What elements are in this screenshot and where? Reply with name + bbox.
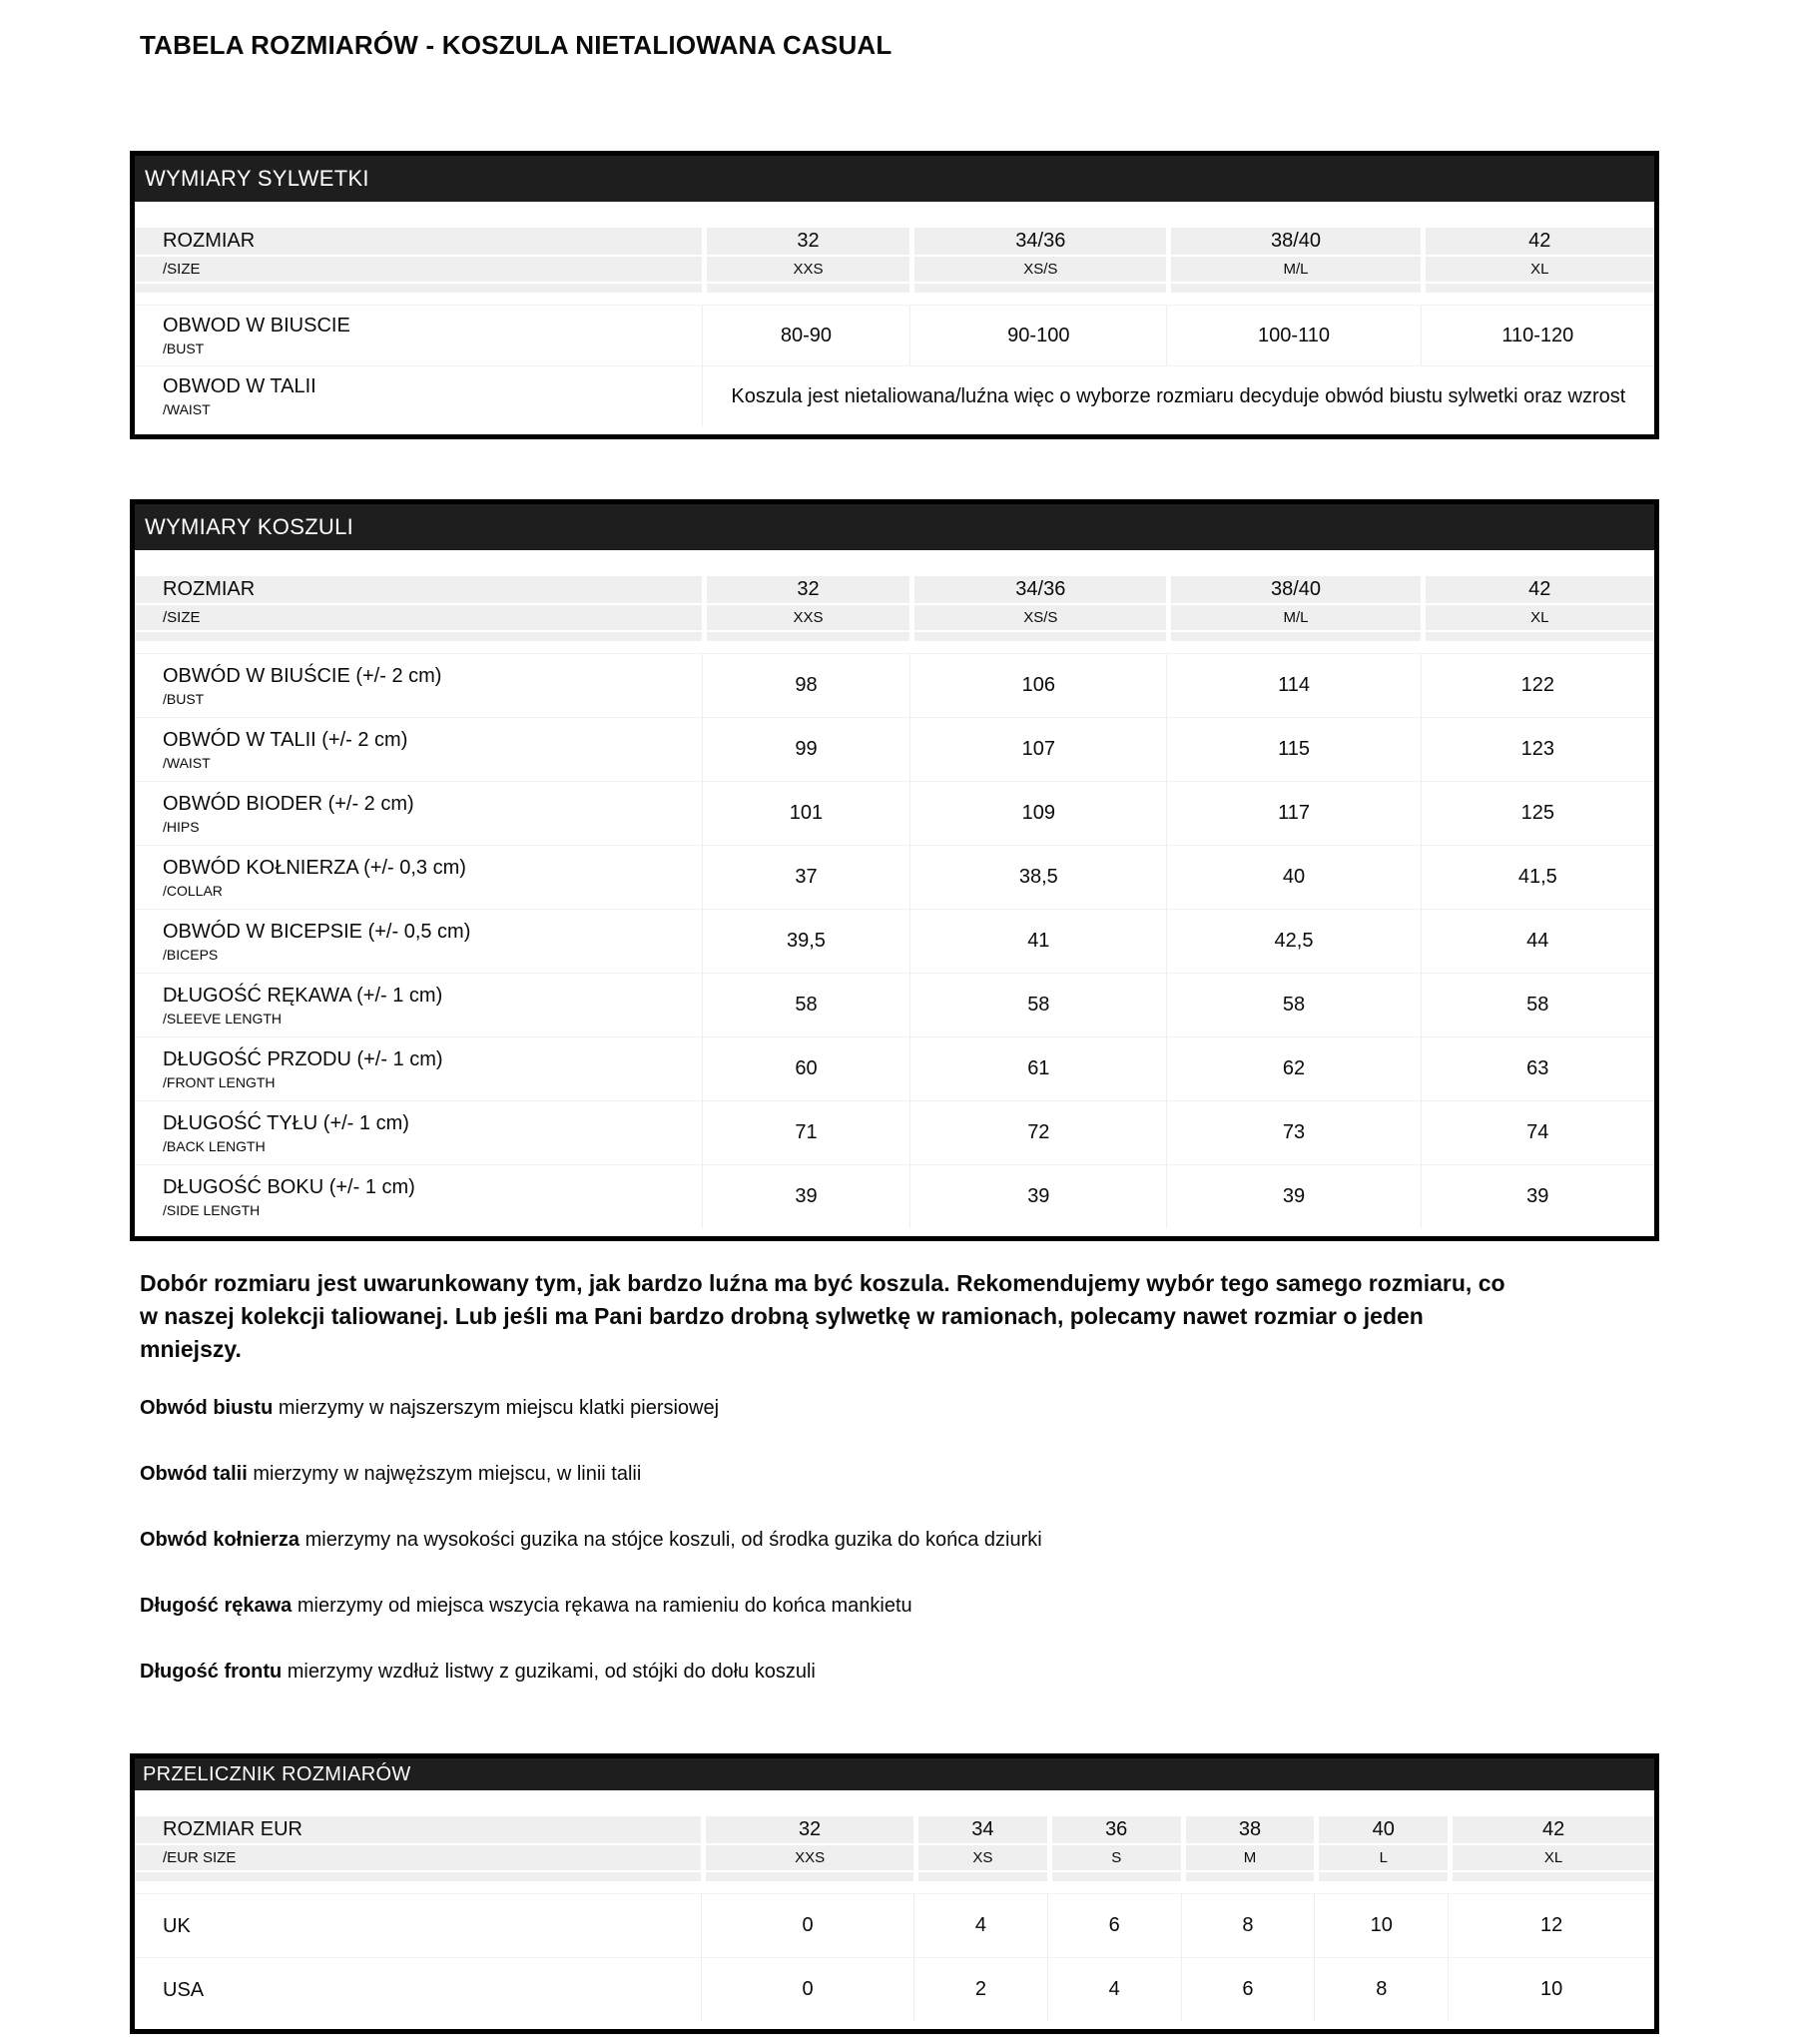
measuring-note: [140, 1660, 1587, 1684]
size-letter-cell: XS: [913, 1845, 1047, 1872]
strip-cell: [1047, 1872, 1181, 1881]
table-row: [135, 1164, 1654, 1228]
row-label-cell: [135, 305, 702, 365]
table-row: [135, 1036, 1654, 1100]
spacer-cell: [135, 1790, 1654, 1816]
spacer-cell: [135, 550, 1654, 576]
size-header-label: ROZMIAR EUR: [135, 1816, 701, 1845]
row-label-cell: [135, 781, 702, 845]
size-letter-cell: L: [1314, 1845, 1448, 1872]
cell-value: 80-90: [702, 305, 910, 365]
size-cell: 34/36: [909, 228, 1166, 257]
size-table: [135, 202, 1654, 434]
spacer-cell: [135, 202, 1654, 228]
cell-value: 114: [1166, 653, 1420, 717]
table-row: [135, 653, 1654, 717]
table-row: [135, 717, 1654, 781]
spacer-cell: [135, 641, 1654, 653]
cell-value: 39: [1421, 1164, 1654, 1228]
strip-cell: [135, 284, 702, 293]
cell-value: 4: [1047, 1957, 1181, 2021]
row-sublabel: /BICEPS: [163, 946, 219, 963]
row-label-cell: [135, 653, 702, 717]
cell-value: 4: [913, 1893, 1047, 1957]
cell-value: 12: [1448, 1893, 1654, 1957]
spacer-cell: [135, 1881, 1654, 1893]
size-header-strip: [135, 284, 1654, 293]
cell-value: 58: [1421, 973, 1654, 1036]
row-label: DŁUGOŚĆ PRZODU (+/- 1 cm): [163, 1047, 443, 1070]
size-cell: 42: [1421, 228, 1654, 257]
size-letter-cell: XS/S: [909, 257, 1166, 284]
row-label-cell: [135, 845, 702, 909]
size-header-label: ROZMIAR: [135, 228, 702, 257]
note-term: Obwód biustu: [140, 1397, 274, 1419]
strip-cell: [702, 632, 910, 641]
spacer-row: [135, 550, 1654, 576]
spacer-cell: [135, 2021, 1654, 2029]
spacer-cell: [135, 426, 1654, 434]
size-table-koszula: [130, 499, 1659, 1241]
cell-value: 42,5: [1166, 909, 1420, 973]
cell-value: 10: [1448, 1957, 1654, 2021]
size-header-sublabel: /SIZE: [135, 257, 702, 284]
cell-value: 58: [702, 973, 910, 1036]
strip-cell: [1314, 1872, 1448, 1881]
size-header-label: ROZMIAR: [135, 576, 702, 605]
row-label: DŁUGOŚĆ TYŁU (+/- 1 cm): [163, 1111, 409, 1134]
size-letter-cell: XXS: [702, 605, 910, 632]
row-label: OBWOD W BIUSCIE: [163, 315, 350, 337]
note-term: Obwód kołnierza: [140, 1529, 300, 1551]
measuring-note: [140, 1396, 1587, 1420]
measuring-note: [140, 1462, 1587, 1486]
cell-value: 62: [1166, 1036, 1420, 1100]
cell-value: 37: [702, 845, 910, 909]
spacer-cell: [135, 293, 1654, 305]
cell-value: 117: [1166, 781, 1420, 845]
strip-cell: [913, 1872, 1047, 1881]
cell-value: 38,5: [909, 845, 1166, 909]
row-label-cell: [135, 1957, 701, 2021]
cell-value: 39: [1166, 1164, 1420, 1228]
size-letter-cell: M/L: [1166, 257, 1420, 284]
cell-value: 44: [1421, 909, 1654, 973]
cell-value: 2: [913, 1957, 1047, 2021]
row-label-cell: [135, 973, 702, 1036]
size-letter-cell: S: [1047, 1845, 1181, 1872]
row-sublabel: /COLLAR: [163, 882, 223, 899]
size-header-row: [135, 228, 1654, 257]
row-sublabel: /FRONT LENGTH: [163, 1073, 276, 1090]
strip-cell: [1166, 284, 1420, 293]
row-sublabel: /WAIST: [163, 754, 211, 771]
row-note: Koszula jest nietaliowana/luźna więc o wyborze rozmiaru decyduje obwód biustu sylwetki oraz wzrost: [702, 365, 1654, 426]
note-description: mierzymy wzdłuż listwy z guzikami, od stójki do dołu koszuli: [282, 1661, 816, 1683]
size-subheader-row: [135, 605, 1654, 632]
spacer-cell: [135, 1228, 1654, 1236]
size-cell: 32: [702, 576, 910, 605]
size-letter-cell: XL: [1421, 257, 1654, 284]
size-cell: 36: [1047, 1816, 1181, 1845]
row-label-cell: [135, 717, 702, 781]
cell-value: 90-100: [909, 305, 1166, 365]
row-label: OBWÓD W BIUŚCIE (+/- 2 cm): [163, 664, 442, 687]
row-label-cell: [135, 365, 702, 426]
cell-value: 107: [909, 717, 1166, 781]
size-letter-cell: XXS: [702, 257, 910, 284]
spacer-row: [135, 202, 1654, 228]
spacer-row: [135, 293, 1654, 305]
cell-value: 110-120: [1421, 305, 1654, 365]
cell-value: 58: [1166, 973, 1420, 1036]
cell-value: 60: [702, 1036, 910, 1100]
cell-value: 8: [1314, 1957, 1448, 2021]
row-label: DŁUGOŚĆ BOKU (+/- 1 cm): [163, 1175, 415, 1198]
cell-value: 125: [1421, 781, 1654, 845]
strip-cell: [1166, 632, 1420, 641]
note-description: mierzymy w najszerszym miejscu klatki piersiowej: [273, 1397, 720, 1419]
size-header-sublabel: /SIZE: [135, 605, 702, 632]
strip-cell: [1448, 1872, 1654, 1881]
row-label: OBWÓD BIODER (+/- 2 cm): [163, 792, 414, 815]
size-header-row: [135, 1816, 1654, 1845]
table-row: [135, 1100, 1654, 1164]
strip-cell: [135, 1872, 701, 1881]
row-label-cell: [135, 1100, 702, 1164]
cell-value: 122: [1421, 653, 1654, 717]
size-cell: 38/40: [1166, 228, 1420, 257]
row-sublabel: /HIPS: [163, 818, 200, 835]
page-title: TABELA ROZMIARÓW - KOSZULA NIETALIOWANA CASUAL: [140, 30, 893, 60]
cell-value: 115: [1166, 717, 1420, 781]
cell-value: 98: [702, 653, 910, 717]
size-cell: 42: [1448, 1816, 1654, 1845]
table-header-bar: WYMIARY KOSZULI: [135, 504, 1654, 550]
note-description: mierzymy na wysokości guzika na stójce koszuli, od środka guzika do końca dziurki: [299, 1529, 1042, 1551]
size-table: [135, 1790, 1654, 2029]
row-label-cell: [135, 909, 702, 973]
table-row: [135, 909, 1654, 973]
size-header-strip: [135, 1872, 1654, 1881]
size-table-przelicznik: [130, 1753, 1659, 2034]
cell-value: 71: [702, 1100, 910, 1164]
row-sublabel: /BUST: [163, 341, 205, 356]
note-description: mierzymy od miejsca wszycia rękawa na ramieniu do końca mankietu: [292, 1595, 912, 1617]
measuring-note: [140, 1594, 1587, 1618]
row-label: OBWÓD W TALII (+/- 2 cm): [163, 728, 408, 751]
cell-value: 6: [1047, 1893, 1181, 1957]
size-header-row: [135, 576, 1654, 605]
note-description: mierzymy w najwęższym miejscu, w linii talii: [247, 1463, 642, 1485]
cell-value: 39: [909, 1164, 1166, 1228]
size-letter-cell: XS/S: [909, 605, 1166, 632]
spacer-row: [135, 2021, 1654, 2029]
spacer-row: [135, 1881, 1654, 1893]
size-cell: 32: [701, 1816, 913, 1845]
table-row: [135, 845, 1654, 909]
cell-value: 123: [1421, 717, 1654, 781]
table-row: [135, 781, 1654, 845]
cell-value: 109: [909, 781, 1166, 845]
row-label-cell: [135, 1893, 701, 1957]
strip-cell: [135, 632, 702, 641]
cell-value: 39,5: [702, 909, 910, 973]
table-header-bar: WYMIARY SYLWETKI: [135, 156, 1654, 202]
cell-value: 101: [702, 781, 910, 845]
table-row: [135, 305, 1654, 365]
cell-value: 8: [1181, 1893, 1315, 1957]
size-letter-cell: M/L: [1166, 605, 1420, 632]
strip-cell: [909, 284, 1166, 293]
row-label: OBWÓD KOŁNIERZA (+/- 0,3 cm): [163, 856, 466, 879]
strip-cell: [701, 1872, 913, 1881]
size-cell: 42: [1421, 576, 1654, 605]
table-row: [135, 1957, 1654, 2021]
size-letter-cell: XXS: [701, 1845, 913, 1872]
row-label: OBWOD W TALII: [163, 375, 316, 397]
row-label: OBWÓD W BICEPSIE (+/- 0,5 cm): [163, 920, 471, 943]
cell-value: 74: [1421, 1100, 1654, 1164]
row-label-cell: [135, 1036, 702, 1100]
table-row: [135, 973, 1654, 1036]
size-letter-cell: XL: [1448, 1845, 1654, 1872]
cell-value: 63: [1421, 1036, 1654, 1100]
cell-value: 99: [702, 717, 910, 781]
row-sublabel: /BACK LENGTH: [163, 1137, 266, 1154]
row-sublabel: /SIDE LENGTH: [163, 1201, 261, 1218]
row-label: UK: [163, 1914, 191, 1937]
cell-value: 106: [909, 653, 1166, 717]
cell-value: 61: [909, 1036, 1166, 1100]
cell-value: 100-110: [1166, 305, 1420, 365]
size-header-sublabel: /EUR SIZE: [135, 1845, 701, 1872]
spacer-row: [135, 1790, 1654, 1816]
size-table: [135, 550, 1654, 1236]
table-header-bar: PRZELICZNIK ROZMIARÓW: [135, 1758, 1654, 1790]
strip-cell: [702, 284, 910, 293]
strip-cell: [1181, 1872, 1315, 1881]
table-row: [135, 365, 1654, 426]
size-cell: 34/36: [909, 576, 1166, 605]
row-label-cell: [135, 1164, 702, 1228]
cell-value: 0: [701, 1957, 913, 2021]
size-cell: 34: [913, 1816, 1047, 1845]
cell-value: 10: [1314, 1893, 1448, 1957]
cell-value: 39: [702, 1164, 910, 1228]
table-row: [135, 1893, 1654, 1957]
row-label: DŁUGOŚĆ RĘKAWA (+/- 1 cm): [163, 984, 443, 1007]
cell-value: 0: [701, 1893, 913, 1957]
size-letter-cell: M: [1181, 1845, 1315, 1872]
recommendation-paragraph: Dobór rozmiaru jest uwarunkowany tym, jak bardzo luźna ma być koszula. Rekomendujemy wybór tego samego rozmiaru, co w naszej kolekcji taliowanej. Lub jeśli ma Pani bardzo drobną sylwetkę w ramionach, polecamy nawet rozmiar o jeden mniejszy.: [140, 1270, 1505, 1362]
note-term: Obwód talii: [140, 1463, 248, 1485]
size-header-strip: [135, 632, 1654, 641]
size-cell: 38: [1181, 1816, 1315, 1845]
cell-value: 58: [909, 973, 1166, 1036]
cell-value: 41,5: [1421, 845, 1654, 909]
strip-cell: [1421, 284, 1654, 293]
note-term: Długość frontu: [140, 1661, 283, 1683]
spacer-row: [135, 641, 1654, 653]
measuring-note: [140, 1528, 1587, 1552]
strip-cell: [909, 632, 1166, 641]
size-cell: 38/40: [1166, 576, 1420, 605]
size-cell: 32: [702, 228, 910, 257]
size-subheader-row: [135, 257, 1654, 284]
note-term: Długość rękawa: [140, 1595, 293, 1617]
cell-value: 72: [909, 1100, 1166, 1164]
spacer-row: [135, 1228, 1654, 1236]
spacer-row: [135, 426, 1654, 434]
cell-value: 41: [909, 909, 1166, 973]
size-subheader-row: [135, 1845, 1654, 1872]
size-table-sylwetka: [130, 151, 1659, 439]
row-sublabel: /BUST: [163, 690, 205, 707]
size-cell: 40: [1314, 1816, 1448, 1845]
row-sublabel: /SLEEVE LENGTH: [163, 1010, 283, 1026]
cell-value: 40: [1166, 845, 1420, 909]
cell-value: 6: [1181, 1957, 1315, 2021]
cell-value: 73: [1166, 1100, 1420, 1164]
row-sublabel: /WAIST: [163, 401, 211, 417]
row-label: USA: [163, 1978, 205, 2001]
size-letter-cell: XL: [1421, 605, 1654, 632]
strip-cell: [1421, 632, 1654, 641]
